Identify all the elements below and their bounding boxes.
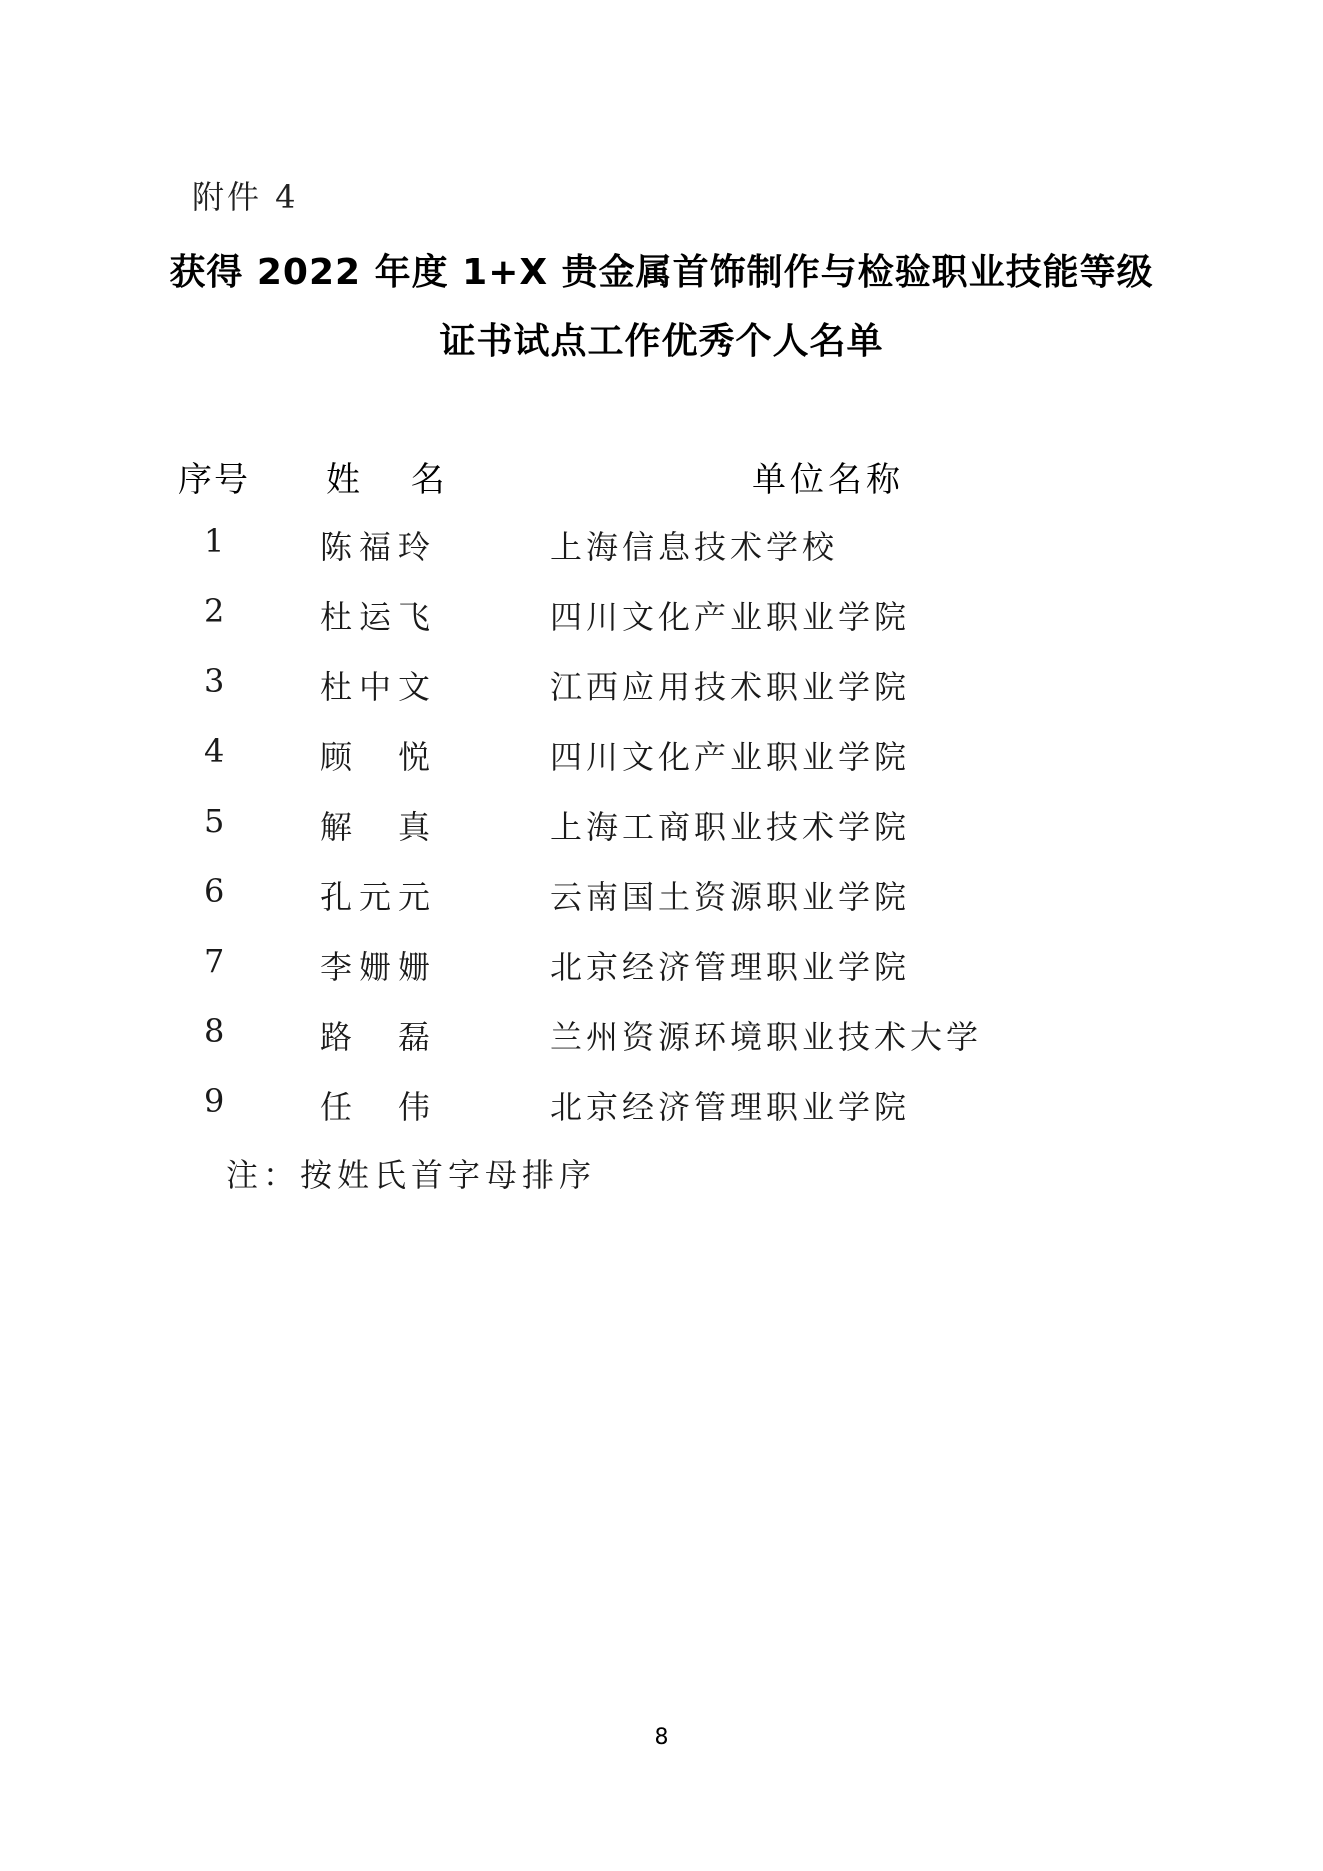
row-index: 9 [204,1082,225,1120]
row-index: 1 [204,522,225,560]
document-title-line-1: 获得 2022 年度 1+X 贵金属首饰制作与检验职业技能等级 [169,252,1154,293]
document-title-line-2: 证书试点工作优秀个人名单 [439,321,884,362]
row-name: 孔元元 [320,878,430,916]
row-name: 陈福玲 [320,528,430,566]
table-row [0,662,1323,708]
row-name: 杜运飞 [320,598,430,636]
row-unit: 云南国土资源职业学院 [550,878,911,916]
row-unit: 北京经济管理职业学院 [550,948,911,986]
table-row [0,592,1323,638]
row-index: 6 [204,872,225,910]
table-row [0,522,1323,568]
header-name: 姓 名 [326,460,465,500]
row-unit: 北京经济管理职业学院 [550,1088,911,1126]
row-name: 解真 [320,808,430,846]
table-row [0,872,1323,918]
row-index: 8 [204,1012,225,1050]
row-index: 4 [204,732,225,770]
row-unit: 江西应用技术职业学院 [550,668,911,706]
attachment-label: 附件 4 [192,178,299,216]
table-row [0,1082,1323,1128]
header-unit: 单位名称 [752,460,904,500]
row-name: 顾悦 [320,738,430,776]
row-unit: 四川文化产业职业学院 [550,598,911,636]
row-unit: 上海信息技术学校 [550,528,839,566]
row-unit: 兰州资源环境职业技术大学 [550,1018,983,1056]
row-index: 3 [204,662,225,700]
row-unit: 四川文化产业职业学院 [550,738,911,776]
table-row [0,802,1323,848]
row-unit: 上海工商职业技术学院 [550,808,911,846]
sort-note: 注：按姓氏首字母排序 [226,1156,597,1194]
row-name: 任伟 [320,1088,430,1126]
page-number: 8 [654,1725,669,1750]
row-name: 路磊 [320,1018,430,1056]
table-header [0,452,1323,498]
header-index: 序号 [178,460,250,500]
table-row [0,942,1323,988]
row-name: 杜中文 [320,668,430,706]
row-name: 李姗姗 [320,948,430,986]
table-row [0,732,1323,778]
row-index: 5 [204,802,225,840]
table-row [0,1012,1323,1058]
row-index: 2 [204,592,225,630]
row-index: 7 [204,942,225,980]
